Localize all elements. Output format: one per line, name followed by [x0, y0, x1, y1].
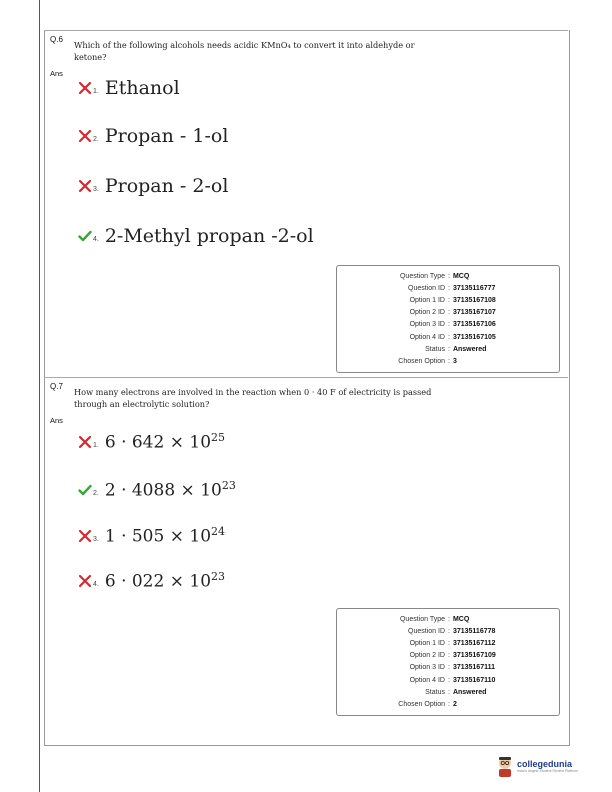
option-number: 3.	[93, 185, 99, 193]
question-block-q6	[44, 30, 568, 376]
info-row-status: Status : Answered	[425, 688, 487, 696]
info-row-option-2-id: Option 2 ID : 37135167107	[409, 309, 496, 317]
option-value: $2 \cdot 4088 \times 10^{23}$	[104, 479, 236, 501]
option-value: $6 \cdot 642 \times 10^{25}$	[104, 431, 226, 453]
left-margin-rule	[39, 0, 40, 792]
question-number: Q.7	[50, 382, 63, 391]
mascot-icon	[496, 755, 514, 777]
option-number: 2.	[93, 489, 99, 497]
option-number: 3.	[93, 535, 99, 543]
question-text: How many electrons are involved in the reaction when 0 · 40 F of electricity is passed through an electrolytic solution?	[74, 387, 432, 409]
check-icon	[78, 483, 92, 497]
option-2	[78, 478, 236, 502]
info-row-option-2-id: Option 2 ID : 37135167109	[409, 652, 496, 660]
collegedunia-logo	[496, 755, 578, 777]
cross-icon	[78, 81, 92, 95]
info-row-option-4-id: Option 4 ID : 37135167110	[409, 676, 496, 684]
option-number: 2.	[93, 135, 99, 143]
cross-icon	[78, 574, 92, 588]
option-text: Propan - 1-ol	[104, 125, 229, 147]
question-block-q7	[44, 377, 568, 723]
cross-icon	[78, 529, 92, 543]
logo-name: collegedunia	[517, 758, 573, 769]
option-value: $1 \cdot 505 \times 10^{24}$	[104, 525, 226, 547]
option-text: Propan - 2-ol	[104, 175, 229, 197]
option-number: 1.	[93, 87, 99, 95]
info-row-question-id: Question ID : 37135116778	[408, 627, 496, 635]
option-3	[78, 524, 225, 548]
question-info-box	[336, 265, 560, 373]
question-info-box	[336, 608, 560, 716]
info-row-option-1-id: Option 1 ID : 37135167108	[409, 296, 496, 304]
logo-tagline: India's largest Student Review Platform	[517, 768, 578, 773]
option-4	[78, 569, 225, 593]
check-icon	[78, 229, 92, 243]
info-row-status: Status : Answered	[425, 345, 487, 353]
option-number: 4.	[93, 235, 99, 243]
info-row-chosen-option: Chosen Option : 3	[398, 357, 457, 365]
option-4	[78, 224, 314, 248]
info-row-question-id: Question ID : 37135116777	[408, 284, 496, 292]
cross-icon	[78, 435, 92, 449]
option-text: 2-Methyl propan -2-ol	[104, 225, 314, 247]
option-text: Ethanol	[104, 77, 180, 99]
option-number: 1.	[93, 441, 99, 449]
option-3	[78, 174, 228, 198]
info-row-option-4-id: Option 4 ID : 37135167105	[409, 333, 496, 341]
option-2	[78, 124, 228, 148]
question-text: Which of the following alcohols needs acidic KMnO₄ to convert it into aldehyde or ketone?	[74, 40, 415, 62]
info-row-question-type: Question Type : MCQ	[399, 615, 470, 623]
option-number: 4.	[93, 580, 99, 588]
info-row-option-3-id: Option 3 ID : 37135167111	[409, 664, 496, 672]
info-row-option-1-id: Option 1 ID : 37135167112	[409, 639, 496, 647]
cross-icon	[78, 179, 92, 193]
option-1	[78, 430, 225, 454]
option-value: $6 \cdot 022 \times 10^{23}$	[104, 570, 226, 592]
info-row-question-type: Question Type : MCQ	[399, 272, 470, 280]
cross-icon	[78, 129, 92, 143]
info-row-option-3-id: Option 3 ID : 37135167106	[409, 321, 496, 329]
question-number: Q.6	[50, 35, 63, 44]
option-1	[78, 76, 180, 100]
info-row-chosen-option: Chosen Option : 2	[398, 700, 457, 708]
answer-label: Ans	[50, 416, 63, 425]
answer-label: Ans	[50, 69, 63, 78]
